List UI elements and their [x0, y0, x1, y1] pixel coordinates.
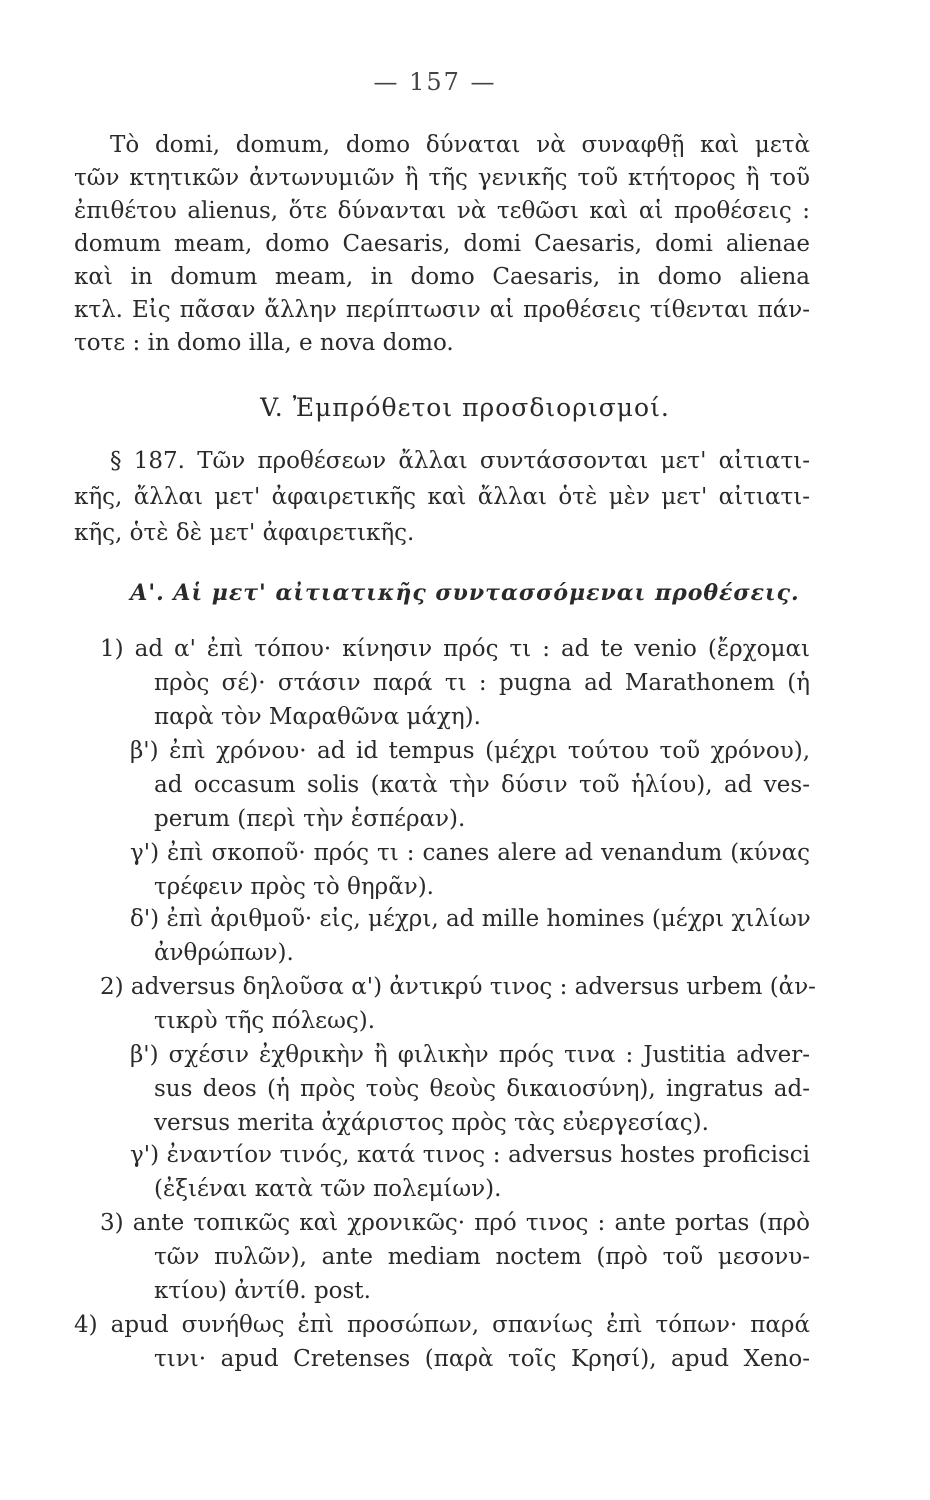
- entry-line: perum (περὶ τὴν ἑσπέραν).: [154, 806, 466, 832]
- subsection-title: Α'. Αἱ μετ' αἰτιατικῆς συντασσόμεναι προθέσεις.: [130, 580, 800, 606]
- entry-line: πρὸς σέ)· στάσιν παρά τι : pugna ad Marathonem (ἡ: [154, 670, 810, 696]
- page-number: — 157 —: [373, 68, 497, 96]
- entry-line: γ') ἐπὶ σκοποῦ· πρός τι : canes alere ad venandum (κύνας: [130, 840, 810, 866]
- text-line: ἐπιθέτου alienus, ὅτε δύνανται νὰ τεθῶσι καὶ αἱ προθέσεις :: [74, 198, 810, 224]
- text-line: § 187. Τῶν προθέσεων ἄλλαι συντάσσονται μετ' αἰτιατι-: [110, 448, 810, 474]
- entry-line: 3) ante τοπικῶς καὶ χρονικῶς· πρό τινος : ante portas (πρὸ: [100, 1210, 810, 1236]
- entry-line: κτίου) ἀντίθ. post.: [154, 1278, 371, 1304]
- entry-line: β') ἐπὶ χρόνου· ad id tempus (μέχρι τούτου τοῦ χρόνου),: [130, 738, 810, 764]
- entry-line: δ') ἐπὶ ἀριθμοῦ· εἰς, μέχρι, ad mille homines (μέχρι χιλίων: [130, 906, 811, 932]
- entry-line: τινι· apud Cretenses (παρὰ τοῖς Κρησί), apud Xeno-: [154, 1346, 810, 1372]
- text-line: domum meam, domo Caesaris, domi Caesaris, domi alienae: [74, 231, 810, 257]
- text-line: Τὸ domi, domum, domo δύναται νὰ συναφθῇ καὶ μετὰ: [110, 132, 810, 158]
- text-line: καὶ in domum meam, in domo Caesaris, in domo aliena: [74, 264, 810, 290]
- section-title: V. Ἐμπρόθετοι προσδιορισμοί.: [260, 393, 670, 422]
- text-line: τοτε : in domo illa, e nova domo.: [74, 330, 454, 356]
- text-line: τῶν κτητικῶν ἀντωνυμιῶν ἢ τῆς γενικῆς τοῦ κτήτορος ἢ τοῦ: [74, 165, 810, 191]
- entry-line: τικρὺ τῆς πόλεως).: [154, 1008, 376, 1034]
- entry-line: παρὰ τὸν Μαραθῶνα μάχη).: [154, 704, 481, 730]
- entry-line: ἀνθρώπων).: [154, 940, 294, 966]
- entry-line: τῶν πυλῶν), ante mediam noctem (πρὸ τοῦ μεσονυ-: [154, 1244, 810, 1270]
- entry-line: τρέφειν πρὸς τὸ θηρᾶν).: [154, 874, 434, 900]
- entry-line: β') σχέσιν ἐχθρικὴν ἢ φιλικὴν πρός τινα : Justitia adver-: [130, 1042, 810, 1068]
- entry-line: γ') ἐναντίον τινός, κατά τινος : adversus hostes proficisci: [130, 1142, 810, 1168]
- text-line: κτλ. Εἰς πᾶσαν ἄλλην περίπτωσιν αἱ προθέσεις τίθενται πάν-: [74, 297, 810, 323]
- entry-line: 4) apud συνήθως ἐπὶ προσώπων, σπανίως ἐπὶ τόπων· παρά: [74, 1312, 810, 1338]
- entry-line: (ἐξιέναι κατὰ τῶν πολεμίων).: [154, 1176, 502, 1202]
- entry-line: 2) adversus δηλοῦσα α') ἀντικρύ τινος : adversus urbem (ἀν-: [100, 974, 816, 1000]
- entry-line: sus deos (ἡ πρὸς τοὺς θεοὺς δικαιοσύνη), ingratus ad-: [154, 1076, 810, 1102]
- entry-line: 1) ad α' ἐπὶ τόπου· κίνησιν πρός τι : ad te venio (ἔρχομαι: [100, 636, 810, 662]
- text-line: κῆς, ὁτὲ δὲ μετ' ἀφαιρετικῆς.: [74, 520, 415, 546]
- entry-line: ad occasum solis (κατὰ τὴν δύσιν τοῦ ἡλίου), ad ves-: [154, 772, 810, 798]
- entry-line: versus merita ἀχάριστος πρὸς τὰς εὐεργεσίας).: [154, 1110, 709, 1136]
- text-line: κῆς, ἄλλαι μετ' ἀφαιρετικῆς καὶ ἄλλαι ὁτὲ μὲν μετ' αἰτιατι-: [74, 484, 810, 510]
